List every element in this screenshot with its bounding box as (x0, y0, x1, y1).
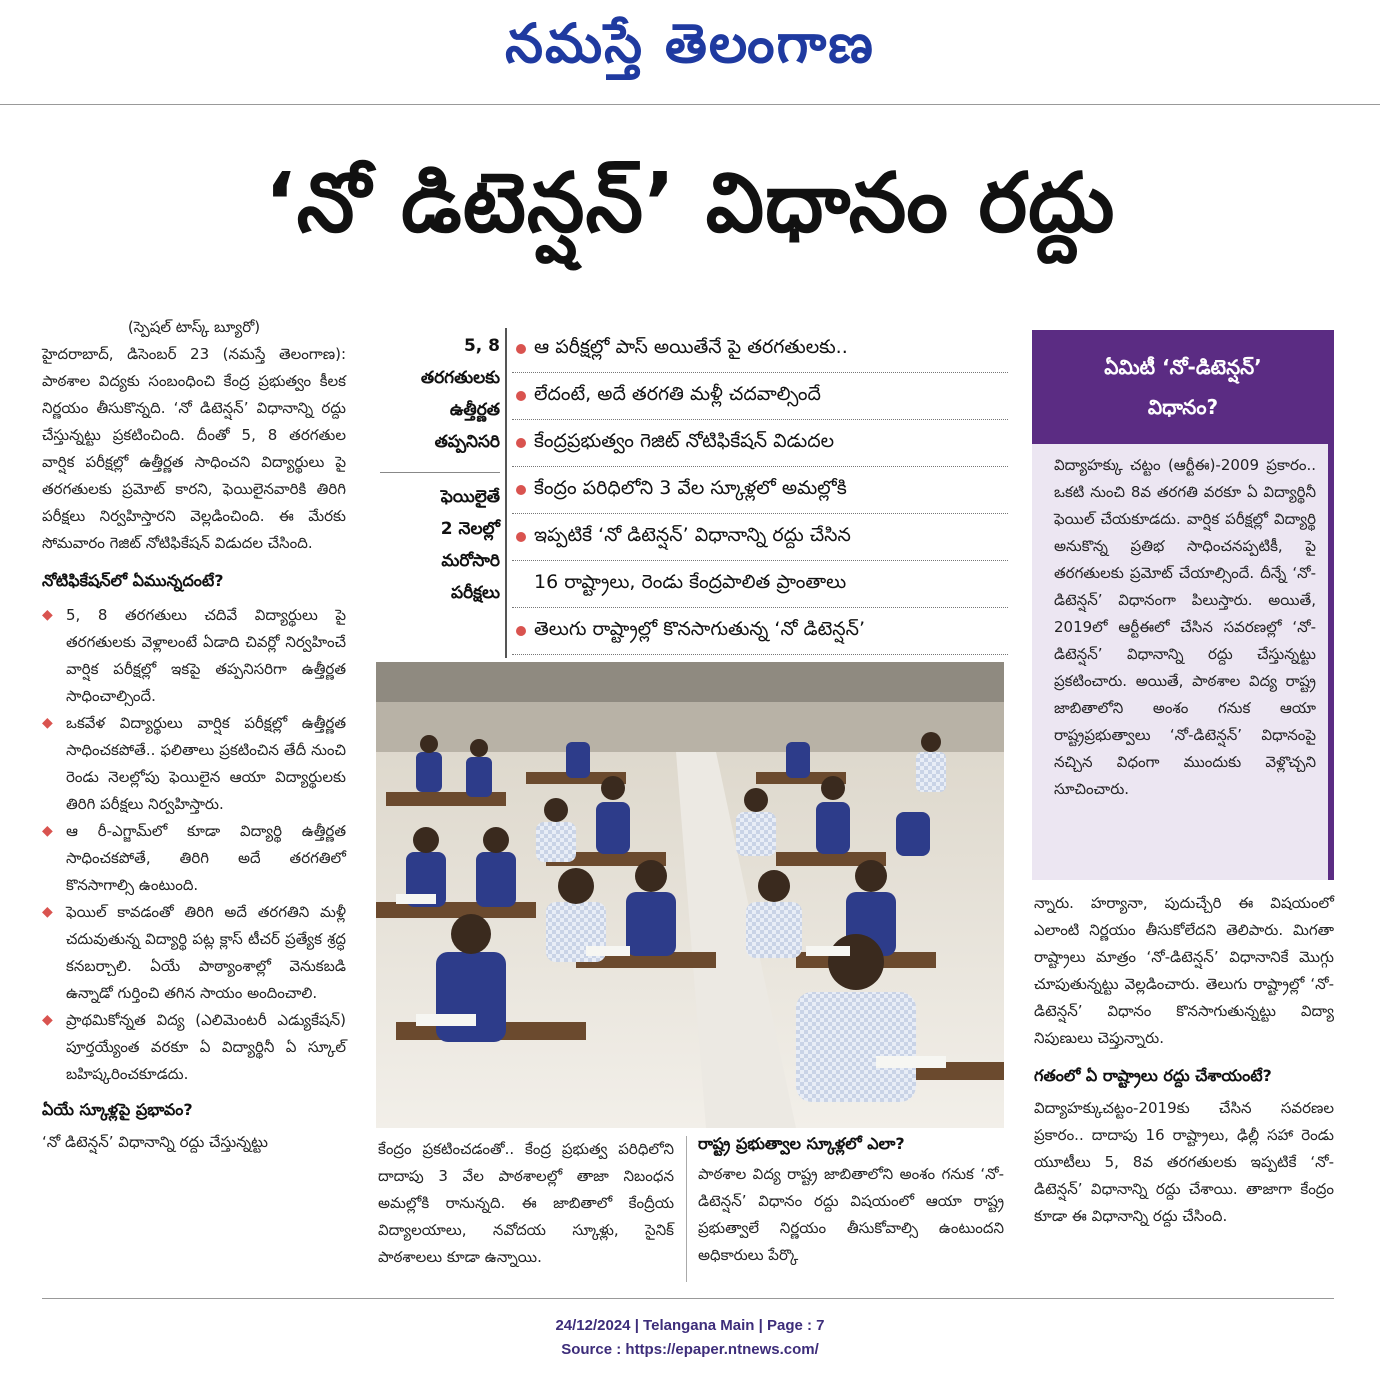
highlight-block-2: ఫెయిలైతే 2 నెలల్లో మరోసారి పరీక్షలు (380, 472, 500, 609)
list-item: ◆ ఆ రీ-ఎగ్జామ్‌లో కూడా విద్యార్థి ఉత్తీర్ణత సాధించకపోతే, తిరిగి అదే తరగతిలో కొనసాగాల్సి ఉంటుంది. (42, 818, 346, 899)
footer-source[interactable]: Source : https://epaper.ntnews.com/ (561, 1341, 819, 1358)
masthead (0, 0, 1380, 100)
diamond-bullet-icon: ◆ (42, 607, 53, 623)
students-writing-exam-image (376, 662, 1004, 1128)
impact-text: ‘నో డిటెన్షన్’ విధానాన్ని రద్దు చేస్తున్నట్టు (42, 1133, 268, 1151)
right-continuation-text: న్నారు. హర్యానా, పుదుచ్చేరి ఈ విషయంలో ఎలాంటి నిర్ణయం తీసుకోలేదని తెలిపారు. మిగతా రాష్ట్రాలు మాత్రం ‘నో-డిటెన్షన్’ విధానానికే మొగ్గు చూపుతున్నట్టు వెల్లడించారు. తెలుగు రాష్ట్రాల్లో ‘నో-డిటెన్షన్’ విధానం కొనసాగుతున్నట్టు విద్యా నిపుణులు చెప్తున్నారు. (1034, 894, 1334, 1047)
state-schools-text: పాఠశాల విద్య రాష్ట్ర జాబితాలోని అంశం గనుక ‘నో-డిటెన్షన్’ విధానం రద్దు విషయంలో ఆయా రాష్ట్ర ప్రభుత్వాలే నిర్ణయం తీసుకోవాల్సి ఉంటుందని అధికారులు పేర్కొ (698, 1165, 1004, 1264)
masthead-divider (0, 104, 1380, 105)
list-item: ◆ ఒకవేళ విద్యార్థులు వార్షిక పరీక్షల్లో ఉత్తీర్ణత సాధించకపోతే.. ఫలితాలు ప్రకటించిన తేదీ నుంచి రెండు నెలల్లోపు ఫెయిలైన ఆయా విద్యార్థులకు తిరిగి పరీక్షలు నిర్వహిస్తారు. (42, 710, 346, 818)
exam-hall-photo (376, 662, 1004, 1128)
central-schools-text: కేంద్రం ప్రకటించడంతో.. కేంద్ర ప్రభుత్వ పరిధిలోని దాదాపు 3 వేల పాఠశాలల్లో తాజా నిబంధన అమల్లోకి రానున్నది. ఈ జాబితాలో కేంద్రీయ విద్యాలయాలు, నవోదయ స్కూళ్లు, సైనిక్ పాఠశాలలు కూడా ఉన్నాయి. (378, 1140, 674, 1266)
footer-date-page: 24/12/2024 | Telangana Main | Page : 7 (555, 1317, 825, 1334)
info-box-body (1032, 444, 1334, 880)
bullet-dot-icon (516, 438, 526, 448)
list-item: ◆ ప్రాథమికోన్నత విద్య (ఎలిమెంటరీ ఎడ్యుకేషన్) పూర్తయ్యేంత వరకూ ఏ విద్యార్థినీ ఏ స్కూల్ బహిష్కరించకూడదు. (42, 1007, 346, 1088)
page-footer (0, 1314, 1380, 1362)
highlight-line: 16 రాష్ట్రాలు, రెండు కేంద్రపాలిత ప్రాంతాలు (512, 561, 1008, 608)
highlight-line: లేదంటే, అదే తరగతి మళ్లీ చదవాల్సిందే (512, 373, 1008, 420)
diamond-bullet-icon: ◆ (42, 715, 53, 731)
bullet-dot-icon (516, 344, 526, 354)
bullet-dot-icon (516, 485, 526, 495)
masthead-logo: నమస్తే తెలంగాణ (505, 11, 875, 75)
highlight-block-1: 5, 8 తరగతులకు ఉత్తీర్ణత తప్పనిసరి (420, 336, 500, 452)
notification-list (42, 602, 346, 1088)
headline (40, 118, 1340, 308)
list-item: ◆ 5, 8 తరగతులు చదివే విద్యార్థులు పై తరగతులకు వెళ్లాలంటే ఏడాది చివర్లో నిర్వహించే వార్షిక పరీక్షల్లో ఇకపై తప్పనిసరిగా ఉత్తీర్ణత సాధించాల్సిందే. (42, 602, 346, 710)
bullet-dot-icon (516, 626, 526, 636)
state-schools-heading: రాష్ట్ర ప్రభుత్వాల స్కూళ్లలో ఎలా? (698, 1134, 905, 1153)
side-highlights (380, 330, 500, 623)
highlights-list (512, 326, 1008, 655)
info-box-text: విద్యాహక్కు చట్టం (ఆర్టీఈ)-2009 ప్రకారం.. ఒకటి నుంచి 8వ తరగతి వరకూ ఏ విద్యార్థినీ ఫెయిల్ చేయకూడదు. వార్షిక పరీక్షల్లో విద్యార్థి అనుకొన్న ప్రతిభ సాధించనప్పటికీ, పై తరగతులకు ప్రమోట్ చేయాల్సిందే. దీన్నే ‘నో-డిటెన్షన్’ విధానంగా పిలుస్తారు. అయితే, 2019లో ఆర్టీఈలో చేసిన సవరణల్లో ‘నో-డిటెన్షన్’ విధానాన్ని రద్దు చేస్తున్నట్టు ప్రకటించారు. అయితే, పాఠశాల విద్య రాష్ట్ర జాబితాలోని అంశం గనుక ఆయా రాష్ట్రప్రభుత్వాలు ‘నో-డిటెన్షన్’ విధానంపై నచ్చిన విధంగా ముందుకు వెళ్లొచ్చని సూచించారు. (1054, 456, 1316, 798)
right-column (1034, 890, 1334, 1230)
highlight-line: కేంద్రం పరిధిలోని 3 వేల స్కూళ్లలో అమల్లోకి (512, 467, 1008, 514)
bullet-dot-icon (516, 391, 526, 401)
bottom-divider (42, 1298, 1334, 1299)
bullet-dot-icon (516, 532, 526, 542)
byline: (స్పెషల్ టాస్క్ బ్యూరో) (127, 318, 261, 336)
list-item: ◆ ఫెయిల్ కావడంతో తిరిగి అదే తరగతిని మళ్లీ చదువుతున్న విద్యార్థి పట్ల క్లాస్ టీచర్ ప్రత్యేక శ్రద్ధ కనబర్చాలి. ఏయే పాఠ్యాంశాల్లో వెనుకబడి ఉన్నాడో గుర్తించి తగిన సాయం అందించాలి. (42, 899, 346, 1007)
past-states-text: విద్యాహక్కుచట్టం-2019కు చేసిన సవరణల ప్రకారం.. దాదాపు 16 రాష్ట్రాలు, ఢిల్లీ సహా రెండు యూటీలు 5, 8వ తరగతులకు ఇప్పటికే ‘నో-డిటెన్షన్’ విధానాన్ని రద్దు చేశాయి. తాజాగా కేంద్రం కూడా ఈ విధానాన్ని రద్దు చేసింది. (1034, 1099, 1334, 1225)
past-states-heading: గతంలో ఏ రాష్ట్రాలు రద్దు చేశాయంటే? (1034, 1066, 1272, 1085)
highlight-line: ఇప్పటికే ‘నో డిటెన్షన్’ విధానాన్ని రద్దు చేసిన (512, 514, 1008, 561)
highlight-line: కేంద్రప్రభుత్వం గెజిట్ నోటిఫికేషన్ విడుదల (512, 420, 1008, 467)
diamond-bullet-icon: ◆ (42, 1012, 53, 1028)
notification-heading: నోటిఫికేషన్‌లో ఏమున్నదంటే? (42, 571, 224, 590)
diamond-bullet-icon: ◆ (42, 904, 53, 920)
column-divider (686, 1136, 687, 1282)
highlight-line: ఆ పరీక్షల్లో పాస్ అయితేనే పై తరగతులకు.. (512, 326, 1008, 373)
middle-column-2 (698, 1134, 1004, 1269)
diamond-bullet-icon: ◆ (42, 823, 53, 839)
highlights-divider (505, 328, 507, 658)
lead-paragraph: హైదరాబాద్, డిసెంబర్ 23 (నమస్తే తెలంగాణ): పాఠశాల విద్యకు సంబంధించి కేంద్ర ప్రభుత్వం కీలక నిర్ణయం తీసుకొన్నది. ‘నో డిటెన్షన్’ విధానాన్ని రద్దు చేస్తున్నట్టు ప్రకటించింది. దీంతో 5, 8 తరగతుల వార్షిక పరీక్షల్లో ఉత్తీర్ణత సాధించని విద్యార్థులు పై తరగతులకు ప్రమోట్ కారని, ఫెయిలైనవారికి తిరిగి పరీక్షలు నిర్వహిస్తారని వెల్లడించింది. ఈ మేరకు సోమవారం గెజిట్ నోటిఫికేషన్ విడుదల చేసింది. (42, 345, 346, 552)
middle-column-1 (378, 1136, 674, 1271)
info-box-title: ఏమిటీ ‘నో-డిటెన్షన్’ విధానం? (1032, 330, 1334, 444)
impact-heading: ఏయే స్కూళ్లపై ప్రభావం? (42, 1100, 193, 1119)
highlight-line: తెలుగు రాష్ట్రాల్లో కొనసాగుతున్న ‘నో డిటెన్షన్’ (512, 608, 1008, 655)
headline-text: ‘నో డిటెన్షన్’ విధానం రద్దు (264, 155, 1116, 251)
left-column (42, 314, 346, 1156)
